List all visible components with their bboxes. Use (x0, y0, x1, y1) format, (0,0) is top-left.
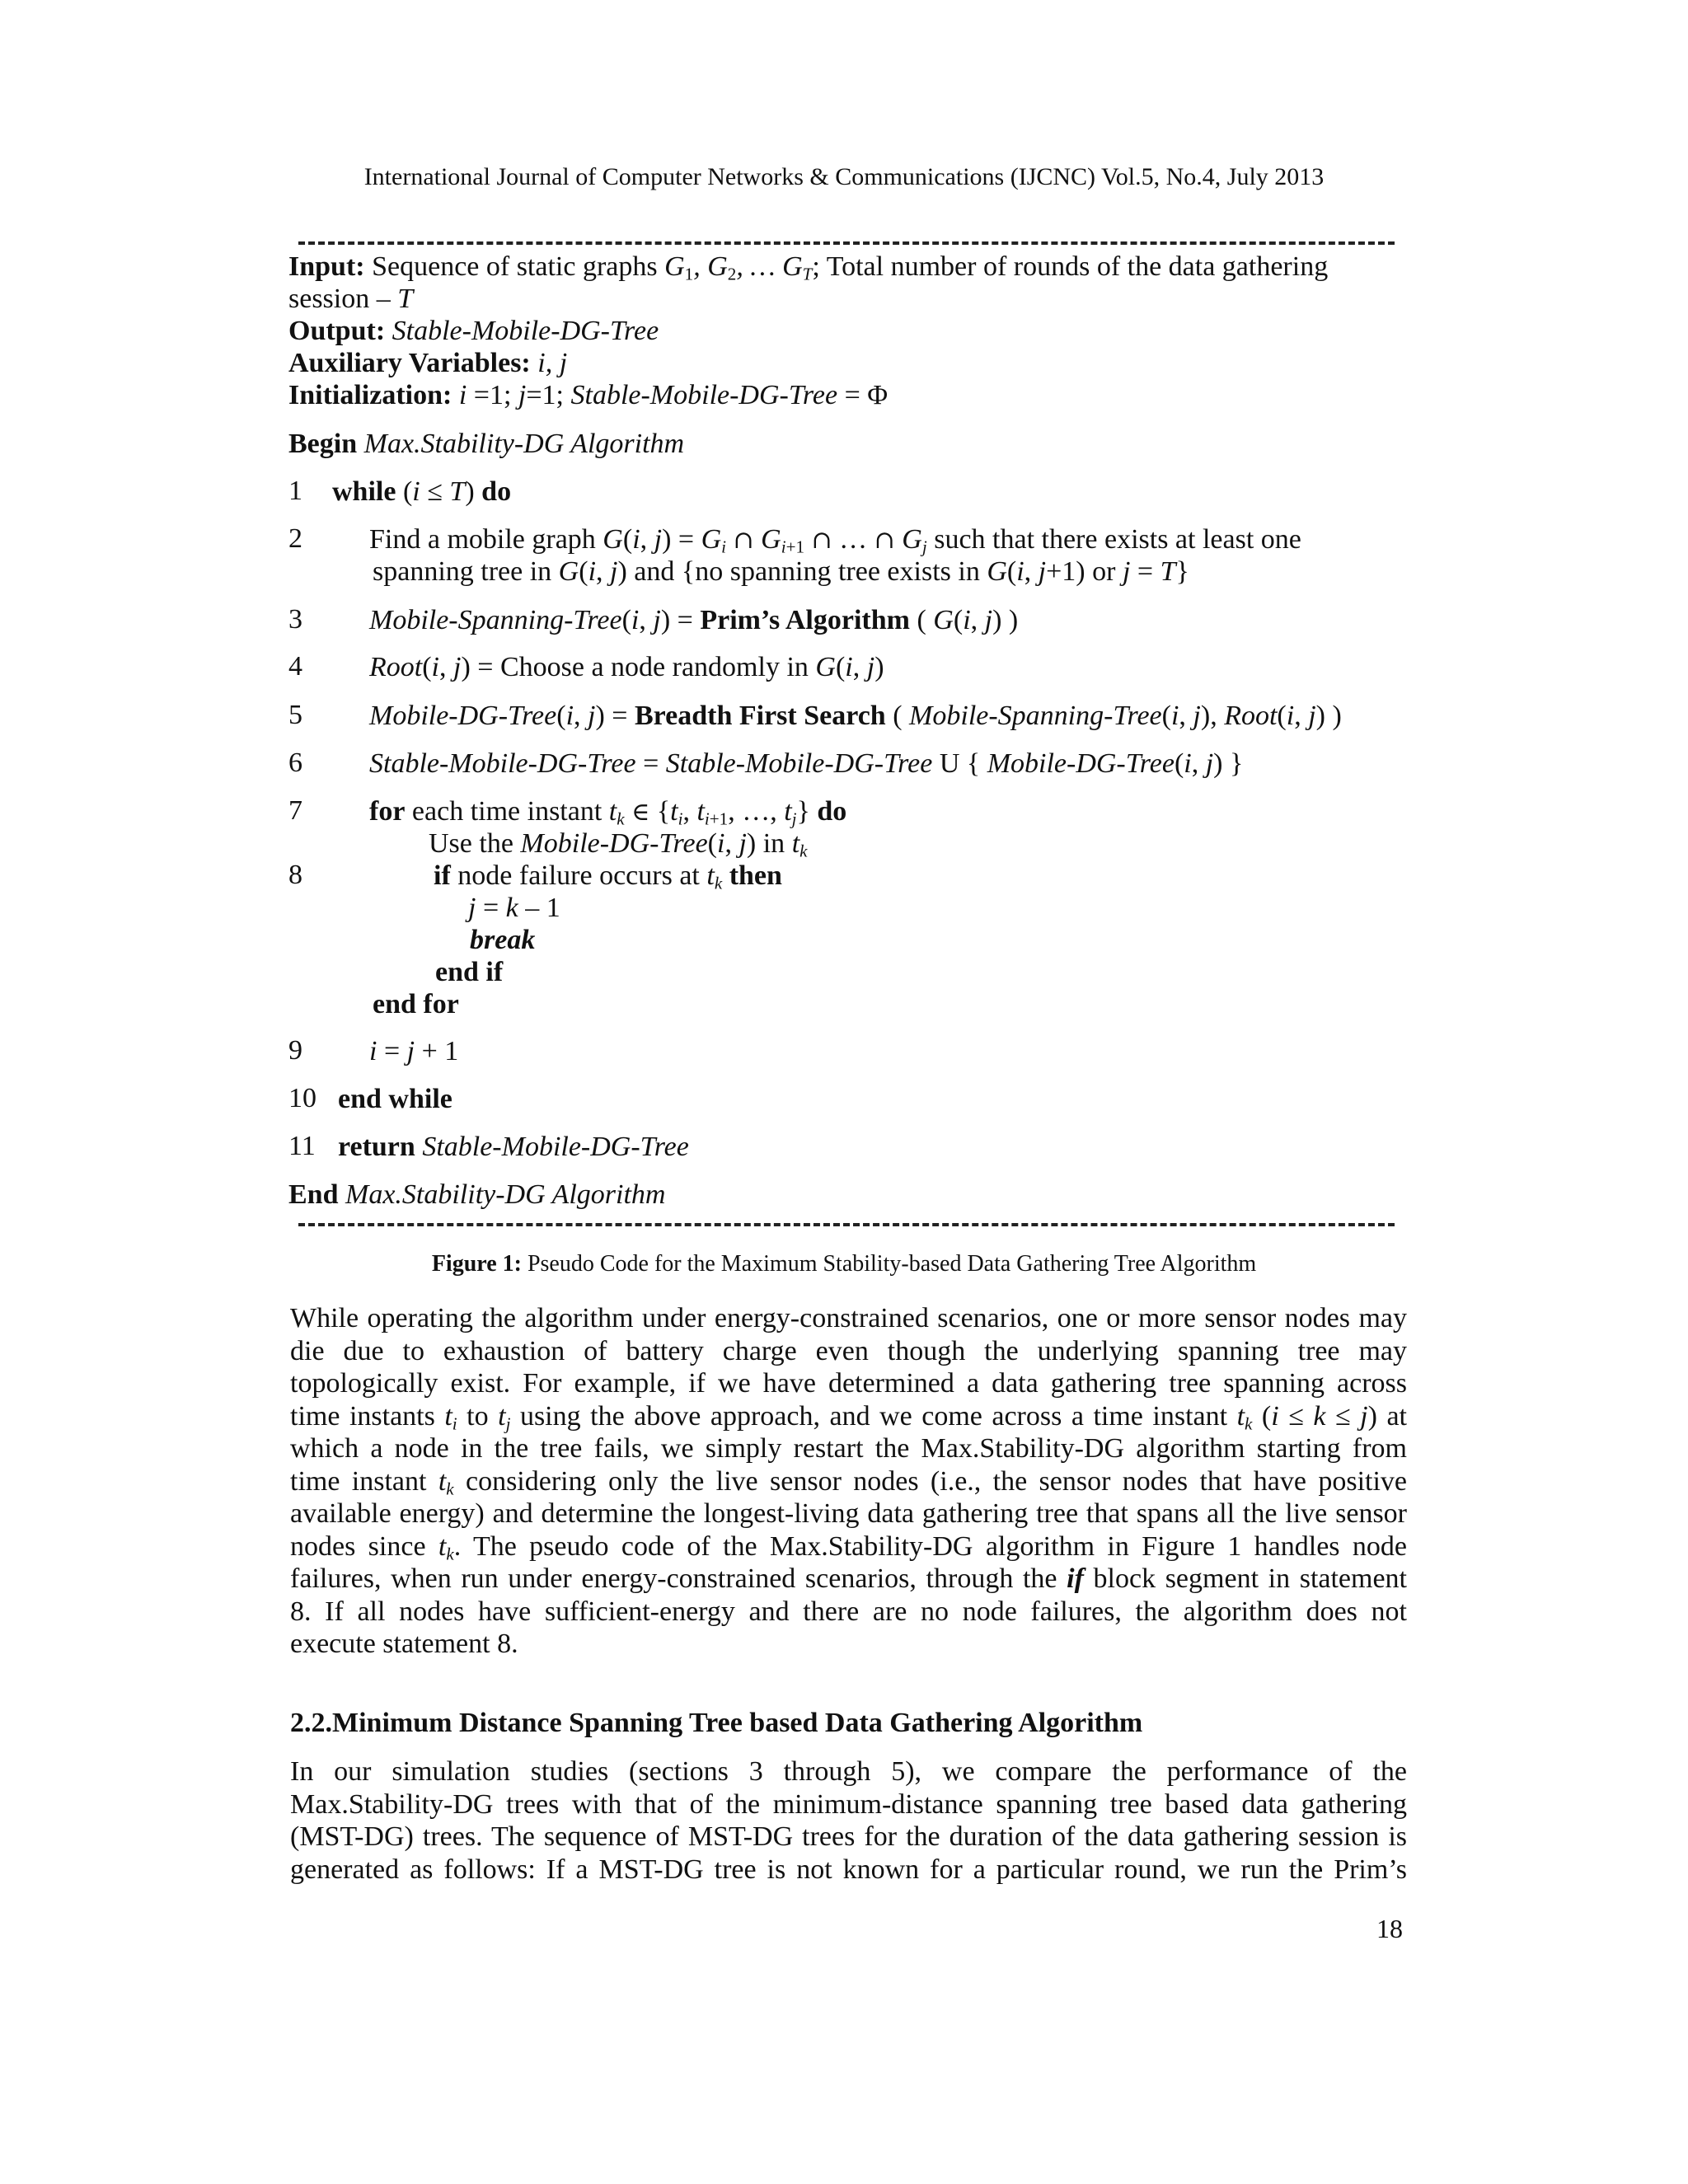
figure-caption (0, 1251, 1688, 1277)
line-number: 10 (288, 1083, 316, 1113)
journal-header: International Journal of Computer Networks & Communications (IJCNC) Vol.5, No.4, July 2013 (363, 163, 1325, 190)
aux-variables-line: Auxiliary Variables: i, j (288, 348, 568, 378)
line-number: 4 (288, 651, 302, 682)
statement-6: Stable-Mobile-DG-Tree = Stable-Mobile-DG-Tree U { Mobile-DG-Tree(i, j) } (369, 748, 1244, 779)
top-dashed-rule (298, 241, 1395, 245)
statement-7: for each time instant $t_k$ ∈ {$t_i$, $t_{i+1}$, …, $t_j$} do (369, 796, 847, 829)
body-paragraph-2: In our simulation studies (sections 3 through 5), we compare the performance of the Max.Stability-DG trees with that of the minimum-distance spanning tree based data gathering (MST-DG) trees. The sequence of MST-DG trees for the duration of the data gathering session is generated as follows: If a MST-DG tree is not known for a particular round, we run the Prim’s (290, 1756, 1407, 1885)
input-line-cont: session – T (288, 284, 414, 314)
figure-caption-text: Pseudo Code for the Maximum Stability-based Data Gathering Tree Algorithm (527, 1251, 1257, 1277)
end-for-line: end for (373, 989, 459, 1019)
end-line: End Max.Stability-DG Algorithm (288, 1179, 666, 1210)
statement-1: while (i ≤ T) do (332, 476, 512, 507)
line-number: 7 (288, 795, 302, 826)
begin-line: Begin Max.Stability-DG Algorithm (288, 429, 685, 459)
break-line: break (470, 925, 536, 955)
statement-2: Find a mobile graph G(i, $j) = G_i$ ∩ $G_{i+1}$ ∩ … ∩ $G_j$ such that there exists at least one (369, 524, 1301, 557)
statement-9: i = j + 1 (369, 1036, 459, 1066)
statement-11: return Stable-Mobile-DG-Tree (338, 1132, 689, 1162)
assign-j-line: j = k – 1 (468, 893, 560, 923)
line-number: 1 (288, 476, 302, 506)
input-label: Input: (288, 251, 365, 282)
section-heading: 2.2.Minimum Distance Spanning Tree based Data Gathering Algorithm (290, 1708, 1143, 1738)
figure-label: Figure 1: (431, 1251, 522, 1277)
statement-10: end while (338, 1084, 452, 1114)
statement-8: if node failure occurs at $t_k$ then (434, 860, 782, 893)
bottom-dashed-rule (298, 1223, 1395, 1226)
line-number: 6 (288, 748, 302, 778)
output-line: Output: Stable-Mobile-DG-Tree (288, 316, 659, 346)
line-number: 2 (288, 523, 302, 554)
line-number: 5 (288, 700, 302, 730)
end-if-line: end if (435, 957, 504, 987)
body-paragraph-1: While operating the algorithm under energy-constrained scenarios, one or more sensor nodes may die due to exhaustion of battery charge even though the underlying spanning tree may topologically exist. For example, if we have determined a data gathering tree spanning across time instants $t_i$ to $t_j$ using the above approach, and we come across a time instant $t_k$ (i ≤ k ≤ j) at which a node in the tree fails, we simply restart the Max.Stability-DG algorithm starting from time instant $t_k$ considering only the live sensor nodes (i.e., the sensor nodes that have positive available energy) and determine the longest-living data gathering tree that spans all the live sensor nodes since $t_k$. The pseudo code of the Max.Stability-DG algorithm in Figure 1 handles node failures, when run under energy-constrained scenarios, through the if block segment in statement 8. If all nodes have sufficient-energy and there are no node failures, the algorithm does not execute statement 8. (290, 1303, 1408, 1659)
statement-4: Root(i, j) = Choose a node randomly in G(i, j) (369, 652, 884, 682)
line-number: 9 (288, 1035, 302, 1066)
initialization-line: Initialization: i =1; j=1; Stable-Mobile-DG-Tree = Φ (288, 380, 889, 410)
input-line: Input: Sequence of static graphs $G_1$, $G_2$, … $G_T$; Total number of rounds of the data gathering (288, 251, 1329, 284)
line-number: 8 (288, 860, 302, 890)
statement-5: Mobile-DG-Tree(i, j) = Breadth First Search ( Mobile-Spanning-Tree(i, j), Root(i, j) ) (369, 701, 1342, 731)
line-number: 11 (288, 1131, 316, 1161)
use-tree-line: Use the Mobile-DG-Tree(i, j) in $t_k$ (429, 828, 808, 861)
line-number: 3 (288, 604, 302, 635)
page-number: 18 (1376, 1914, 1403, 1943)
statement-2-cont: spanning tree in G(i, j) and {no spanning tree exists in G(i, j+1) or j = T} (373, 556, 1189, 587)
statement-3: Mobile-Spanning-Tree(i, j) = Prim’s Algorithm ( G(i, j) ) (369, 605, 1019, 635)
